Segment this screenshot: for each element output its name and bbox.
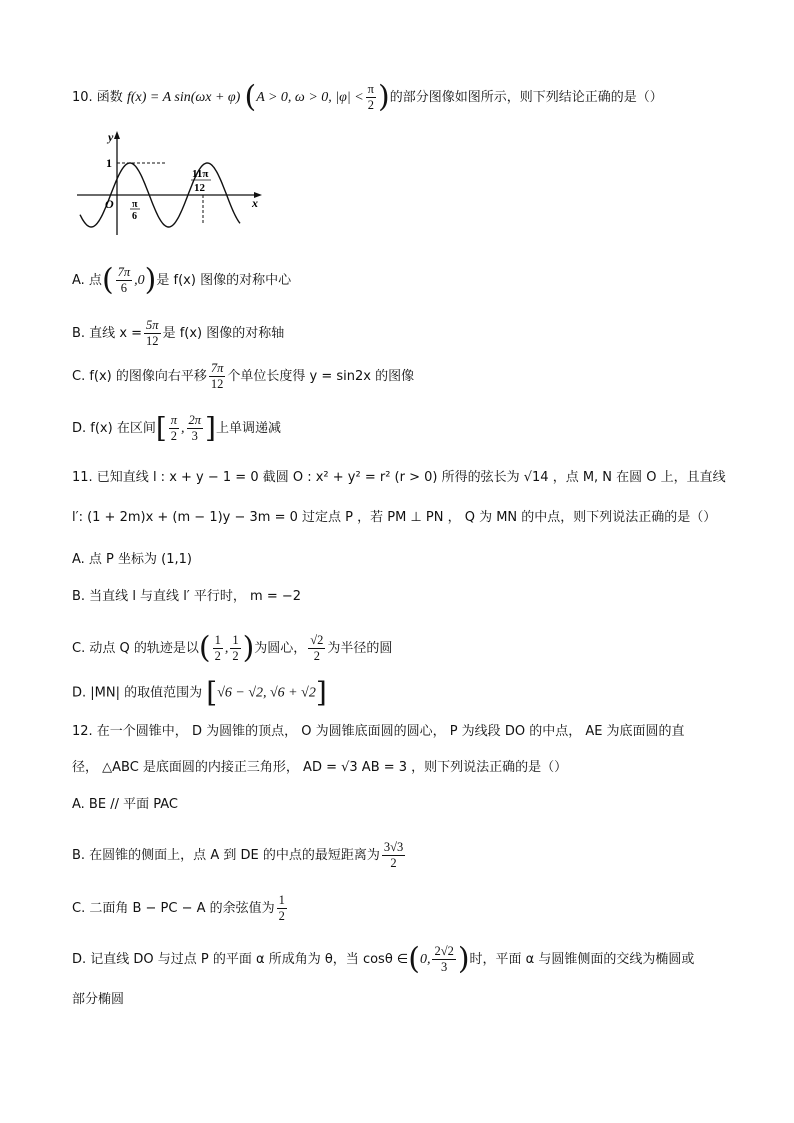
- tick-pi6-den: 6: [132, 211, 137, 222]
- q12-stem-line1: 12. 在一个圆锥中， D 为圆锥的顶点， O 为圆锥底面圆的圆心， P 为线段 DO 的中点， AE 为底面圆的直: [72, 724, 685, 739]
- q11-stem-line1: 11. 已知直线 l : x + y − 1 = 0 截圆 O : x² + y² = r² (r > 0) 所得的弦长为 √14 ，点 M, N 在圆 O 上，且直线: [72, 470, 726, 485]
- pi-over-2: $\frac{\pi}{2}$: [367, 82, 374, 112]
- q11-option-a[interactable]: A. 点 P 坐标为 (1,1): [72, 552, 192, 567]
- sine-graph: [72, 125, 272, 245]
- origin-label: O: [105, 197, 114, 211]
- q10-option-c[interactable]: C. f(x) 的图像向右平移 $\frac{7\pi}{12}$ 个单位长度得 y = sin2x 的图像: [72, 361, 415, 391]
- q10-tail: 的部分图像如图所示，则下列结论正确的是（）: [389, 90, 663, 105]
- q10-option-d[interactable]: D. f(x) 在区间[ $\frac{\pi}{2}$ , $\frac{2\pi}{3}$ ]上单调递减: [72, 411, 281, 445]
- q11-option-b[interactable]: B. 当直线 l 与直线 l′ 平行时， m = −2: [72, 589, 302, 604]
- q12-option-d-cont: 部分椭圆: [72, 992, 125, 1007]
- q12-option-a[interactable]: A. BE // 平面 PAC: [72, 797, 178, 812]
- tick-11pi12-den: 12: [194, 182, 205, 194]
- q10-cond: A > 0, ω > 0, |φ| <: [256, 90, 364, 105]
- paren-close: ): [377, 79, 390, 115]
- q12-option-d[interactable]: D. 记直线 DO 与过点 P 的平面 α 所成角为 θ，当 cosθ ∈(0, $\frac{2√2}{3}$ )时，平面 α 与圆锥侧面的交线为椭圆或: [72, 941, 695, 977]
- tick-11pi12-num: 11π: [192, 168, 209, 180]
- q11-option-c[interactable]: C. 动点 Q 的轨迹是以( $\frac{1}{2}$ , $\frac{1}{2}$ )为圆心， $\frac{√2}{2}$ 为半径的圆: [72, 630, 393, 666]
- y-tick-1: 1: [106, 156, 112, 170]
- q10-option-b[interactable]: B. 直线 x = $\frac{5\pi}{12}$ 是 f(x) 图像的对称轴: [72, 318, 285, 348]
- q11-stem-line2: l′: (1 + 2m)x + (m − 1)y − 3m = 0 过定点 P ，若 PM ⊥ PN ， Q 为 MN 的中点，则下列说法正确的是（）: [72, 510, 717, 525]
- y-label: y: [108, 130, 114, 144]
- q10-option-a[interactable]: A. 点( $\frac{7\pi}{6}$ ,0)是 f(x) 图像的对称中心: [72, 262, 292, 298]
- paren-open: (: [244, 79, 257, 115]
- q10-lead: 10. 函数: [72, 90, 123, 105]
- q10-stem: [72, 79, 663, 115]
- q12-option-b[interactable]: B. 在圆锥的侧面上，点 A 到 DE 的中点的最短距离为 $\frac{3√3}{2}$: [72, 840, 404, 870]
- tick-pi6-num: π: [132, 199, 138, 210]
- y-axis-arrow-icon: [114, 131, 120, 139]
- q12-option-c[interactable]: C. 二面角 B − PC − A 的余弦值为 $\frac{1}{2}$: [72, 893, 285, 923]
- q10-func: f(x) = A sin(ωx + φ): [126, 90, 241, 105]
- x-label: x: [252, 196, 258, 210]
- q12-stem-line2: 径， △ABC 是底面圆的内接正三角形， AD = √3 AB = 3 ，则下列说法正确的是（）: [72, 760, 568, 775]
- q11-option-d[interactable]: D. |MN| 的取值范围为 [√6 − √2, √6 + √2]: [72, 676, 327, 709]
